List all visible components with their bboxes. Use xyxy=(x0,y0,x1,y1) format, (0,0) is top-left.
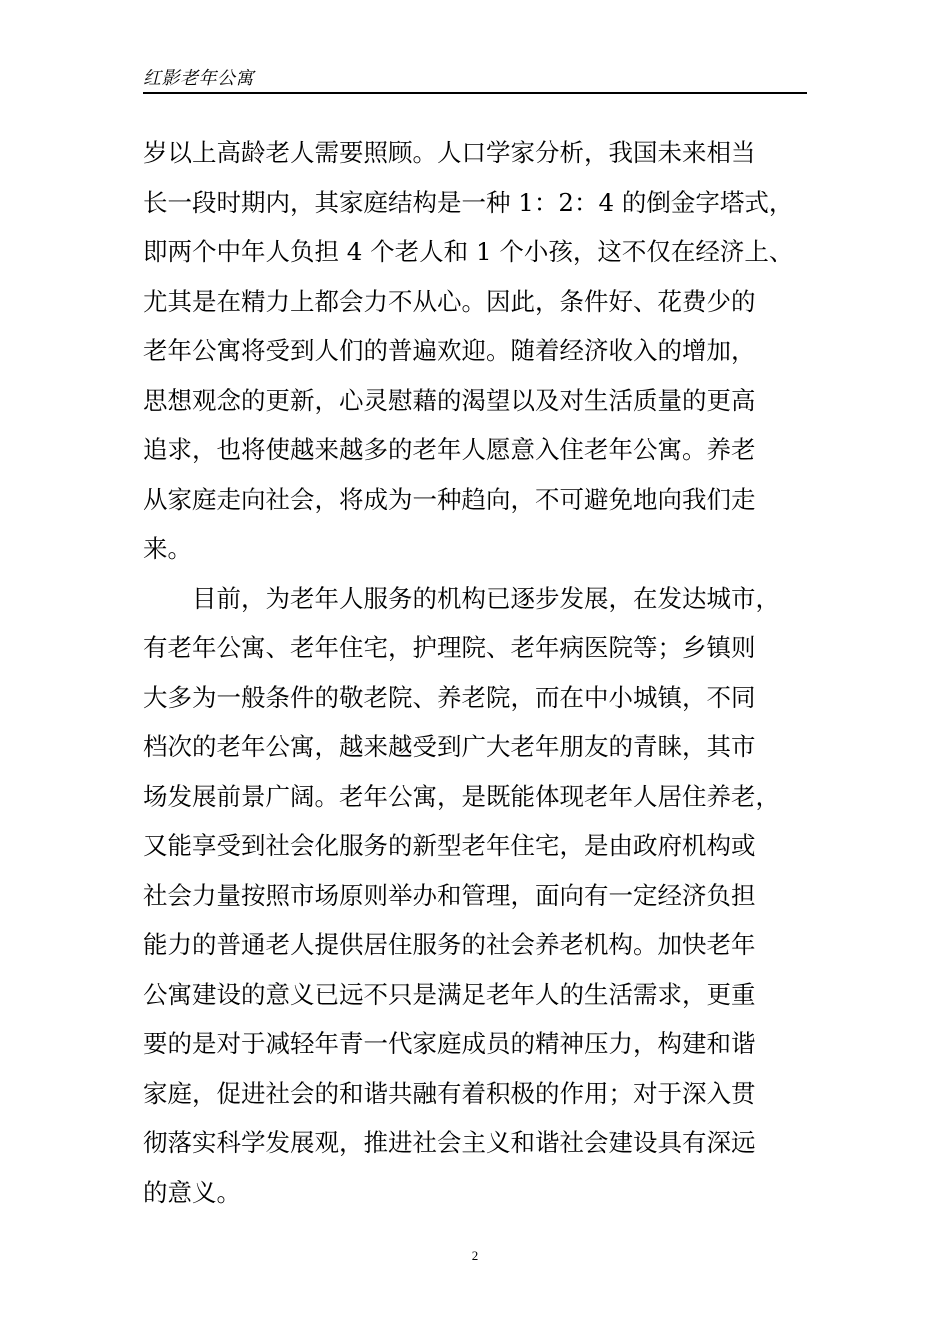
text-line: 目前，为老年人服务的机构已逐步发展，在发达城市， xyxy=(143,583,780,613)
text-line: 社会力量按照市场原则举办和管理，面向有一定经济负担 xyxy=(143,880,756,910)
text-line: 彻落实科学发展观，推进社会主义和谐社会建设具有深远 xyxy=(143,1128,756,1157)
text-line: 大多为一般条件的敬老院、养老院，而在中小城镇，不同 xyxy=(143,682,756,712)
text-line: 尤其是在精力上都会力不从心。因此，条件好、花费少的 xyxy=(143,286,756,316)
text-line: 从家庭走向社会，将成为一种趋向，不可避免地向我们走 xyxy=(143,484,756,514)
document-body xyxy=(143,128,813,1217)
text-line: 即两个中年人负担 4 个老人和 1 个小孩，这不仅在经济上、 xyxy=(143,237,794,266)
text-line: 思想观念的更新，心灵慰藉的渴望以及对生活质量的更高 xyxy=(143,385,756,415)
page-header xyxy=(143,62,807,94)
text-line: 来。 xyxy=(143,534,192,563)
text-line: 有老年公寓、老年住宅，护理院、老年病医院等；乡镇则 xyxy=(143,633,756,662)
text-line: 要的是对于减轻年青一代家庭成员的精神压力，构建和谐 xyxy=(143,1029,756,1058)
text-line: 长一段时期内，其家庭结构是一种 1：2：4 的倒金字塔式， xyxy=(143,187,794,217)
paragraph-1 xyxy=(143,128,813,574)
page-number: 2 xyxy=(471,1248,479,1263)
text-line: 的意义。 xyxy=(143,1177,241,1207)
text-line: 老年公寓将受到人们的普遍欢迎。随着经济收入的增加， xyxy=(143,336,756,365)
text-line: 追求，也将使越来越多的老年人愿意入住老年公寓。养老 xyxy=(143,435,756,464)
text-line: 档次的老年公寓，越来越受到广大老年朋友的青睐，其市 xyxy=(143,732,756,761)
text-line: 家庭，促进社会的和谐共融有着积极的作用；对于深入贯 xyxy=(143,1078,756,1108)
text-line: 场发展前景广阔。老年公寓，是既能体现老年人居住养老， xyxy=(143,781,780,811)
header-title: 红影老年公寓 xyxy=(143,68,254,89)
text-line: 公寓建设的意义已远不只是满足老年人的生活需求，更重 xyxy=(143,979,756,1009)
text-line: 又能享受到社会化服务的新型老年住宅，是由政府机构或 xyxy=(143,831,756,860)
text-line: 能力的普通老人提供居住服务的社会养老机构。加快老年 xyxy=(143,930,756,959)
paragraph-2 xyxy=(143,574,813,1218)
text-line: 岁以上高龄老人需要照顾。人口学家分析，我国未来相当 xyxy=(143,138,756,167)
